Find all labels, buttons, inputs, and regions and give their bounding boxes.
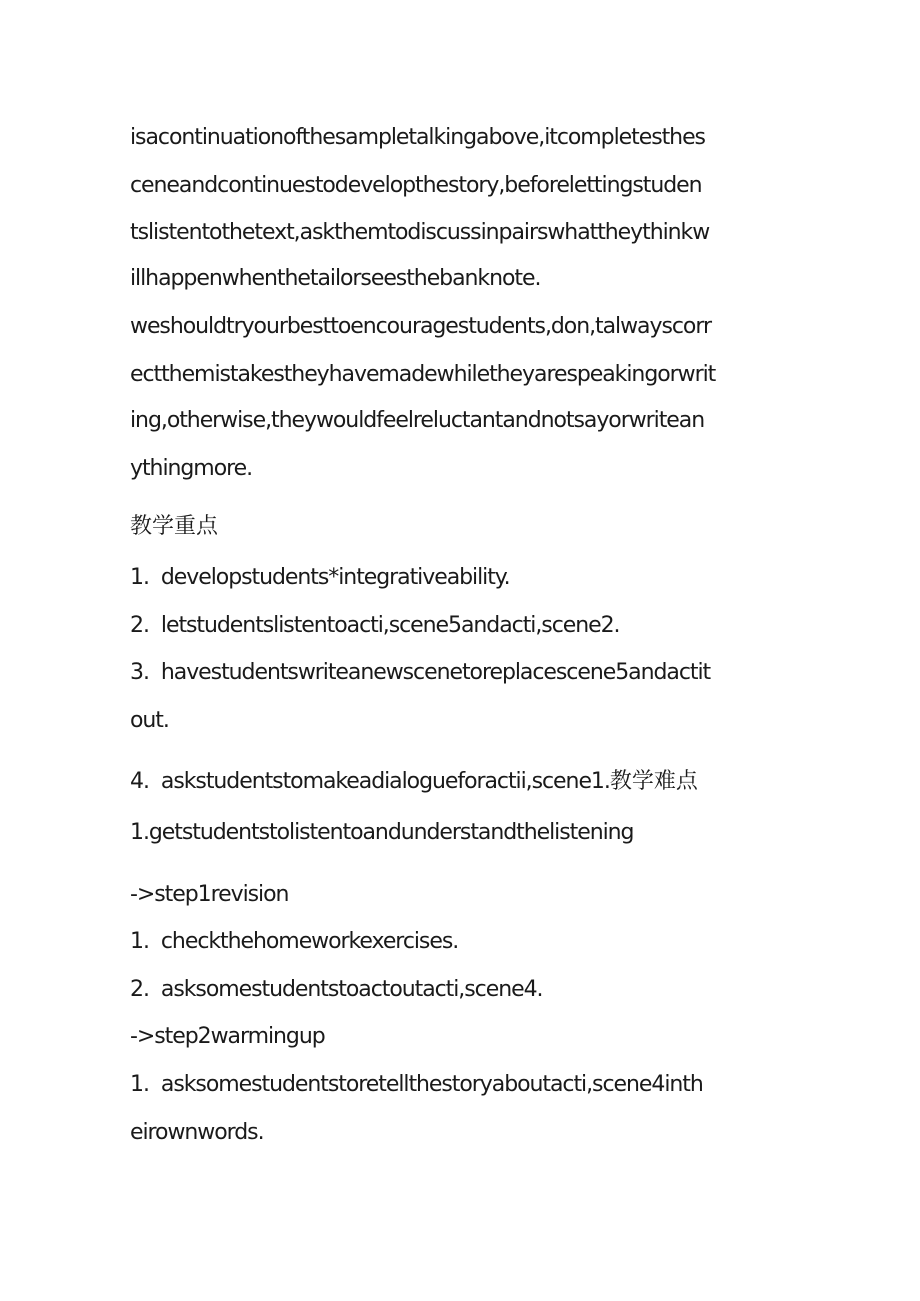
- encourage-line-4: ythingmore.: [130, 456, 253, 481]
- step2-heading: ->step2warmingup: [130, 1024, 325, 1049]
- step1-item-1: [130, 927, 458, 957]
- encourage-line-1: weshouldtryourbesttoencouragestudents,don,talwayscorr: [130, 314, 711, 339]
- list-text: letstudentslistentoacti,scene5andacti,scene2.: [160, 613, 620, 638]
- key-point-2: [130, 611, 620, 641]
- intro-line-3: tslistentothetext,askthemtodiscussinpairswhattheythinkw: [130, 220, 710, 245]
- encourage-line-2: ectthemistakestheyhavemadewhiletheyarespeakingorwrit: [130, 362, 716, 387]
- list-text: checkthehomeworkexercises.: [160, 929, 459, 954]
- list-text: askstudentstomakeadialogueforactii,scene1.: [160, 769, 610, 794]
- key-point-3: [130, 658, 710, 688]
- key-point-4: [130, 767, 698, 797]
- encourage-line-3: ing,otherwise,theywouldfeelreluctantandnotsayorwritean: [130, 408, 705, 433]
- list-text: asksomestudentstoretellthestoryaboutacti,scene4inth: [160, 1072, 703, 1097]
- intro-line-4: illhappenwhenthetailorseesthebanknote.: [130, 266, 541, 291]
- list-number: 3.: [130, 660, 149, 685]
- list-number: 1.: [130, 929, 149, 954]
- list-text: developstudents*integrativeability.: [160, 565, 510, 590]
- intro-line-2: ceneandcontinuestodevelopthestory,beforelettingstuden: [130, 173, 702, 198]
- key-point-1: [130, 563, 510, 593]
- step1-heading: ->step1revision: [130, 882, 289, 907]
- step2-item-1: [130, 1070, 703, 1100]
- step1-item-2: [130, 975, 542, 1005]
- key-point-3-continuation: out.: [130, 708, 169, 733]
- list-text: havestudentswriteanewscenetoreplacescene5andactit: [160, 660, 711, 685]
- difficulty-heading: 教学难点: [609, 769, 698, 794]
- key-points-heading: 教学重点: [130, 514, 219, 539]
- step2-item-1-continuation: eirownwords.: [130, 1120, 264, 1145]
- list-number: 1.: [130, 565, 149, 590]
- intro-line-1: isacontinuationofthesampletalkingabove,itcompletesthes: [130, 125, 705, 150]
- difficulty-line: 1.getstudentstolistentoandunderstandthelistening: [130, 820, 634, 845]
- list-number: 4.: [130, 769, 149, 794]
- list-number: 1.: [130, 1072, 149, 1097]
- list-number: 2.: [130, 613, 149, 638]
- list-number: 2.: [130, 977, 149, 1002]
- list-text: asksomestudentstoactoutacti,scene4.: [160, 977, 543, 1002]
